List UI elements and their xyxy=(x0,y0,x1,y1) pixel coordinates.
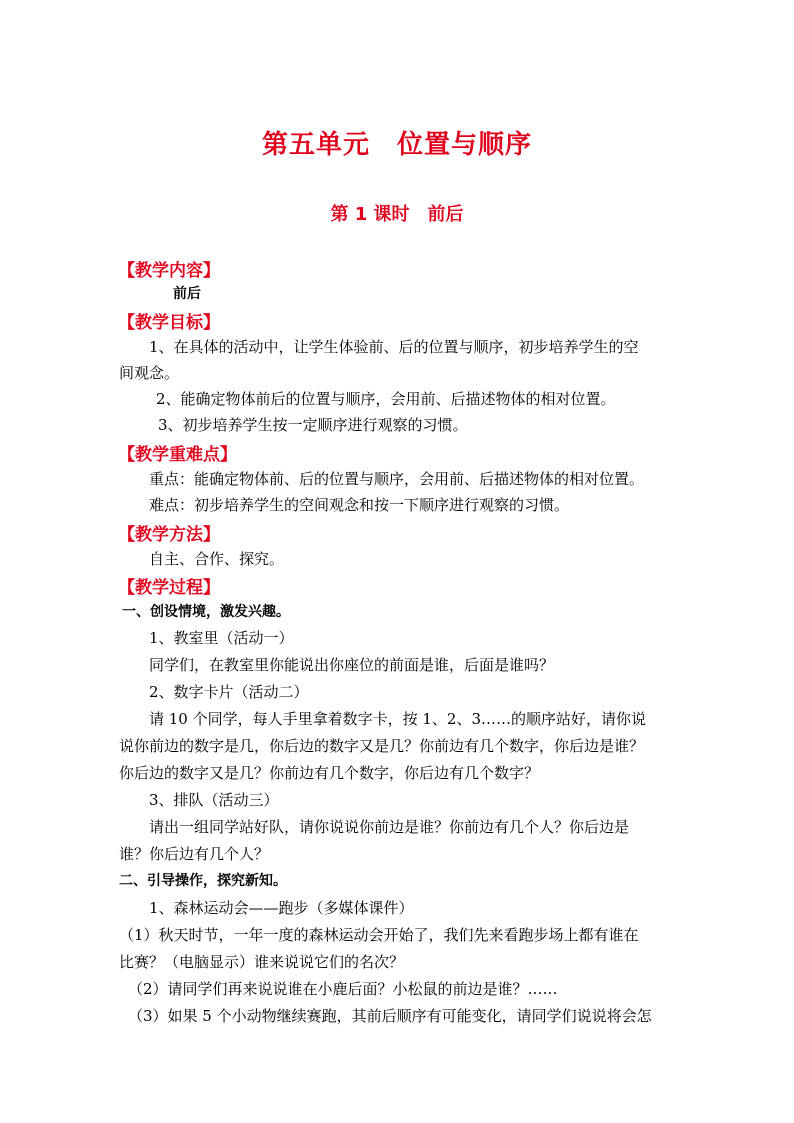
activity-1-text: 同学们，在教室里你能说出你座位的前面是谁，后面是谁吗？ xyxy=(149,656,555,674)
activity-2-line-2: 说你前边的数字是几，你后边的数字又是几？你前边有几个数字，你后边是谁？ xyxy=(119,737,645,755)
section-heading-key-points: 【教学重难点】 xyxy=(118,445,237,465)
key-point: 重点：能确定物体前、后的位置与顺序，会用前、后描述物体的相对位置。 xyxy=(149,470,645,488)
activity-2-line-3: 你后边的数字又是几？你前边有几个数字，你后边有几个数字？ xyxy=(119,764,540,782)
goal-2: 2、能确定物体前后的位置与顺序，会用前、后描述物体的相对位置。 xyxy=(156,390,616,408)
activity-2-line-1: 请 10 个同学，每人手里拿着数字卡，按 1、2、3……的顺序站好，请你说 xyxy=(149,710,647,728)
activity-3-line-2: 谁？你后边有几个人？ xyxy=(119,845,270,863)
part-2-heading: 二、引导操作，探究新知。 xyxy=(119,873,287,889)
difficult-point: 难点：初步培养学生的空间观念和按一下顺序进行观察的习惯。 xyxy=(149,496,570,514)
goal-3: 3、初步培养学生按一定顺序进行观察的习惯。 xyxy=(158,416,468,434)
section-heading-goals: 【教学目标】 xyxy=(118,313,220,333)
part-1-heading: 一、创设情境，激发兴趣。 xyxy=(122,604,290,620)
lesson-subtitle: 第 1 课时 前后 xyxy=(330,204,464,225)
section-heading-process: 【教学过程】 xyxy=(118,578,220,598)
section-heading-content: 【教学内容】 xyxy=(118,261,220,281)
goal-1-line-1: 1、在具体的活动中，让学生体验前、后的位置与顺序，初步培养学生的空 xyxy=(149,338,639,356)
part-2-question-2: （2）请同学们再来说说谁在小鹿后面？小松鼠的前边是谁？…… xyxy=(128,980,558,998)
part-2-question-1-line-2: 比赛？（电脑显示）谁来说说它们的名次？ xyxy=(119,953,405,971)
section-heading-method: 【教学方法】 xyxy=(118,525,220,545)
activity-2-title: 2、数字卡片（活动二） xyxy=(149,683,309,701)
activity-3-line-1: 请出一组同学站好队，请你说说你前边是谁？你前边有几个人？你后边是 xyxy=(149,818,630,836)
goal-1-line-2: 间观念。 xyxy=(119,364,180,382)
part-2-question-3: （3）如果 5 个小动物继续赛跑，其前后顺序有可能变化，请同学们说说将会怎 xyxy=(128,1007,652,1025)
method-text: 自主、合作、探究。 xyxy=(149,550,285,568)
part-2-item-1: 1、森林运动会——跑步（多媒体课件） xyxy=(149,899,414,917)
activity-3-title: 3、排队（活动三） xyxy=(149,791,279,809)
part-2-question-1-line-1: （1）秋天时节，一年一度的森林运动会开始了，我们先来看跑步场上都有谁在 xyxy=(119,926,639,944)
content-text: 前后 xyxy=(173,286,201,302)
activity-1-title: 1、教室里（活动一） xyxy=(149,629,294,647)
document-title: 第五单元 位置与顺序 xyxy=(261,130,532,160)
